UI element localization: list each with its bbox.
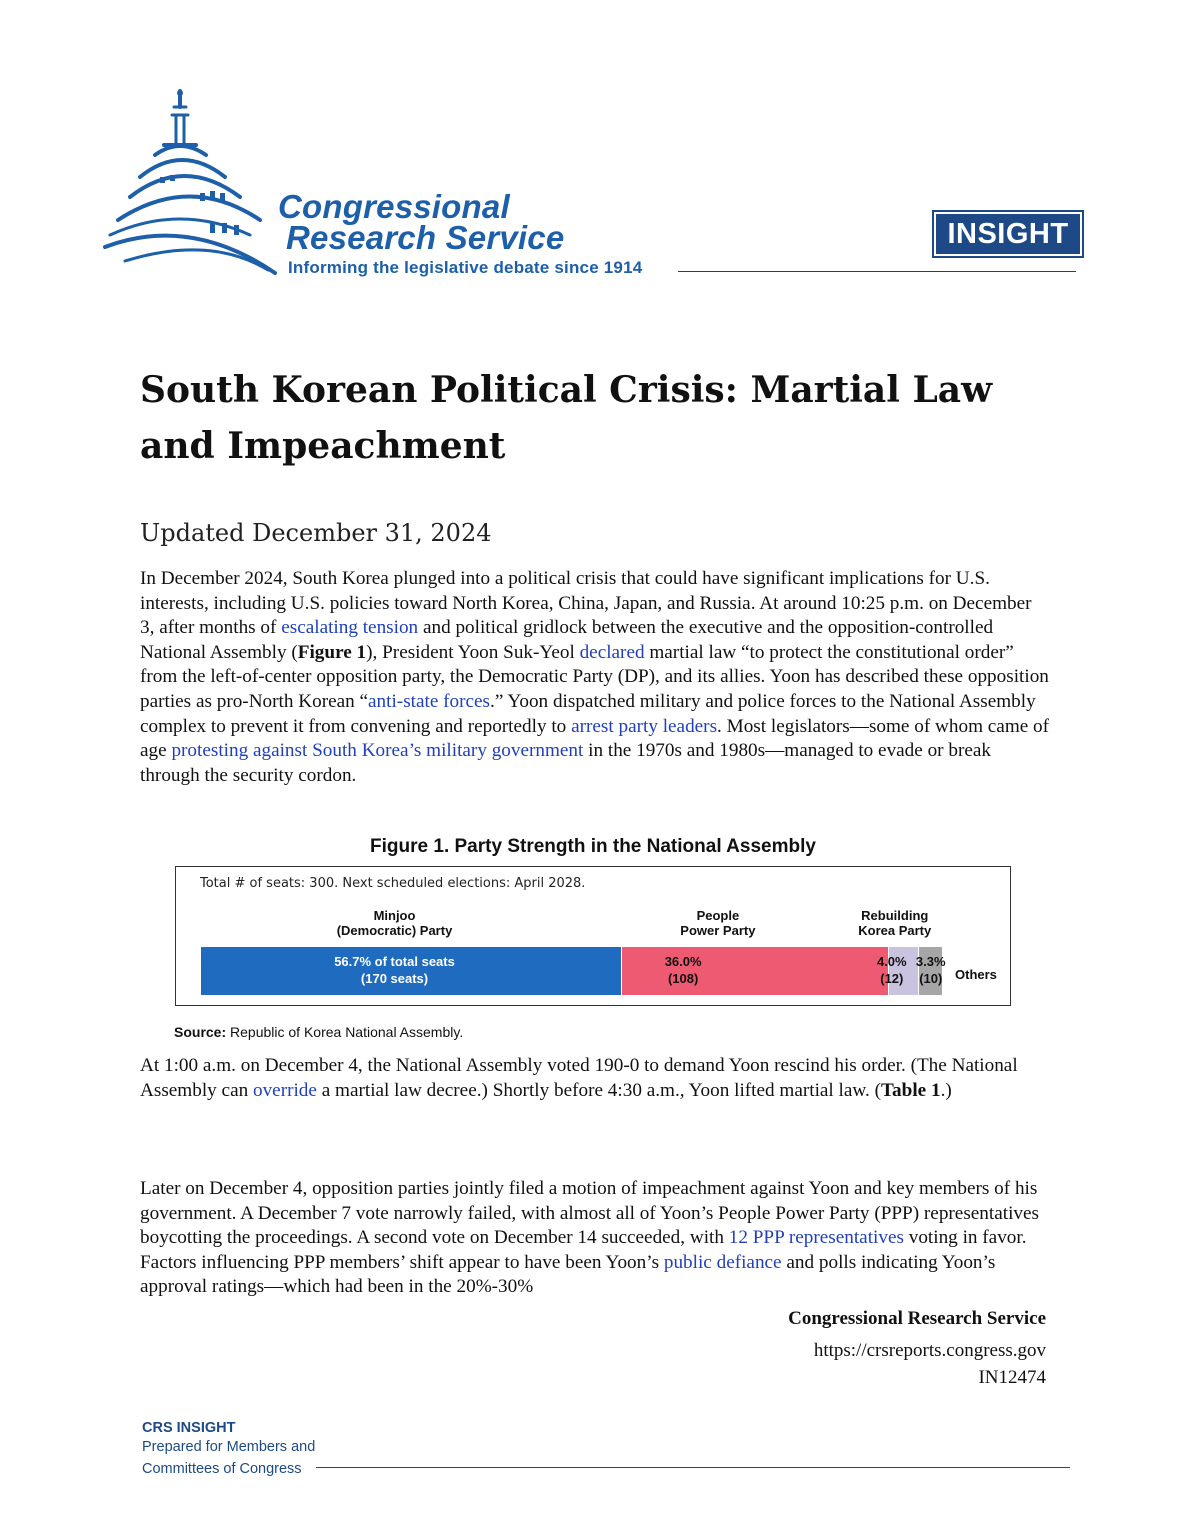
party-label-line1: People [696,908,740,923]
bar-value-line2: (170 seats) [360,971,429,986]
bar-value-line2: (108) [667,971,699,986]
bold-reference: Table 1 [881,1079,941,1101]
party-label-line2: (Democratic) Party [336,923,453,938]
text-run: In December 2024, South Korea plunged into a political crisis that could have significant implications for U.S. interests, including U.S. policies toward North Korea, China, Japan, and Russia. At around 10:25 p.m. on December 3, after months of [140,568,1032,639]
bar-value-line1: 56.7% of total seats [334,954,455,969]
inline-link[interactable]: protesting against South Korea’s military government [171,740,584,762]
footer-report-id: IN12474 [978,1367,1046,1388]
footer-org: Congressional Research Service [788,1308,1046,1329]
crs-tagline: Informing the legislative debate since 1914 [288,258,643,277]
crs-name-line1: Congressional [278,188,510,225]
prepared-for-line1: Prepared for Members and [142,1439,316,1455]
bar-value-line1: 36.0% [664,954,702,969]
text-run: and polls indicating Yoon’s approval ratings—which had been in the 20%-30% [140,1251,996,1298]
bold-reference: Figure 1 [297,641,367,663]
inline-link[interactable]: public defiance [663,1251,782,1273]
source-label: Source: [174,1024,227,1040]
source-text: Republic of Korea National Assembly. [226,1024,464,1040]
inline-link[interactable]: arrest party leaders [571,715,718,737]
figure-title: Figure 1. Party Strength in the National Assembly [370,836,816,857]
text-run: and political gridlock between the executive and the opposition-controlled National Assembly ( [140,617,994,663]
text-run: ), President Yoon Suk-Yeol [366,641,580,663]
crs-name-line2: Research Service [286,219,565,256]
bar-value-line2: (12) [880,971,904,986]
party-label [638,908,798,938]
text-run: .) [940,1079,952,1101]
page-title: South Korean Political Crisis: Martial Law and Impeachment [140,369,993,467]
footer-rule [316,1467,1070,1468]
bar-value-line1: 4.0% [876,954,907,969]
bar-value-line1: 3.3% [915,954,946,969]
text-run: martial law “to protect the constitutional order” from the left-of-center opposition party, the Democratic Party (DP), and its allies. Yoon has described these opposition parties as pro-North Korean “ [140,641,1049,712]
inline-link[interactable]: escalating tension [281,617,419,639]
bar-value-line2: (10) [919,971,943,986]
footer-url-link[interactable]: https://crsreports.congress.gov [813,1340,1046,1361]
party-label-line2: Korea Party [858,923,932,938]
prepared-for-line2: Committees of Congress [142,1461,302,1477]
capitol-dome-logo-icon [100,85,285,277]
tagline-rule [678,271,1076,272]
text-run: Later on December 4, opposition parties jointly filed a motion of impeachment against Yoon and key members of his government. A December 7 vote narrowly failed, with almost all of Yoon’s People Power Party (PPP) representatives boycotting the proceedings. A second vote on December 14 succeeded, with [140,1178,1039,1249]
text-run: .” Yoon dispatched military and police forces to the National Assembly complex to prevent it from convening and reportedly to [140,690,1036,737]
others-label: Others [955,967,997,982]
bar-value-label [315,953,475,987]
inline-link[interactable]: override [252,1079,317,1101]
party-label-line1: Rebuilding [861,908,929,923]
party-label [815,908,975,938]
party-label [315,908,475,938]
paragraph-3 [140,1177,1050,1300]
text-run: At 1:00 a.m. on December 4, the National Assembly voted 190-0 to demand Yoon rescind his order. (The National Assembly can [140,1055,1018,1101]
updated-date: Updated December 31, 2024 [140,519,492,547]
text-run: in the 1970s and 1980s—managed to evade or break through the security cordon. [140,740,991,786]
bar-value-label [603,953,763,987]
figure-source [174,1024,463,1040]
text-run: . Most legislators—some of whom came of age [140,715,1050,762]
insight-badge: INSIGHT [934,212,1082,256]
paragraph-2 [140,1054,1050,1103]
text-run: a martial law decree.) Shortly before 4:30 a.m., Yoon lifted martial law. ( [316,1079,882,1101]
text-run: voting in favor. Factors influencing PPP members’ shift appear to have been Yoon’s [140,1227,1027,1273]
party-label-line1: Minjoo [373,908,416,923]
figure-note: Total # of seats: 300. Next scheduled elections: April 2028. [200,876,586,891]
inline-link[interactable]: anti-state forces [368,690,491,712]
inline-link[interactable]: 12 PPP representatives [728,1227,904,1249]
crs-insight-label: CRS INSIGHT [142,1420,236,1436]
party-label-line2: Power Party [680,923,756,938]
inline-link[interactable]: declared [579,641,645,663]
paragraph-1 [140,567,1050,788]
